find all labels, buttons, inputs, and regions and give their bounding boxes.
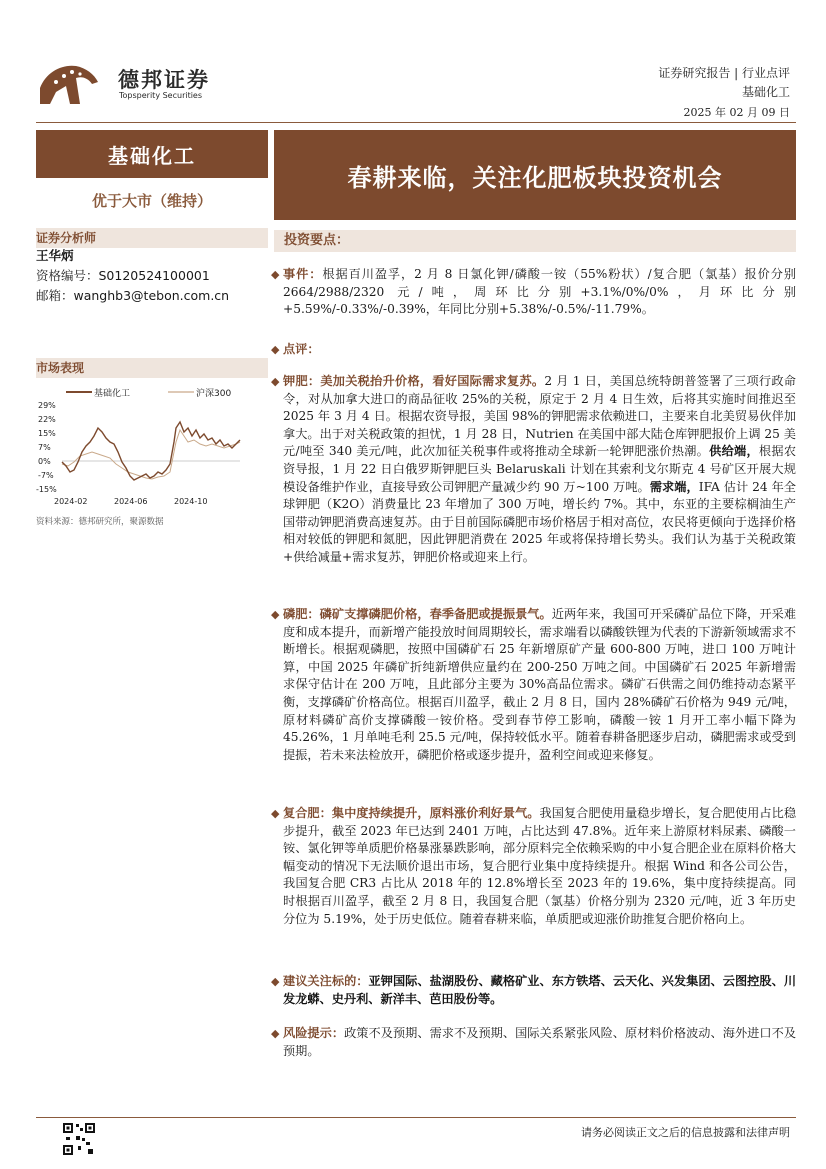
x-tick-label: 2024-10 [174,497,208,506]
risk-paragraph [271,1025,797,1060]
bullet-icon: ◆ [271,343,280,356]
bullet-icon: ◆ [271,975,280,988]
bullet-icon: ◆ [271,608,280,621]
chart-source: 资料来源：德邦研究所，聚源数据 [36,517,164,527]
event-paragraph [271,266,797,319]
y-tick-label: 7% [38,443,51,452]
risk-label: 风险提示： [283,1026,345,1040]
y-tick-label: 15% [38,429,56,438]
y-tick-label: 29% [38,401,56,410]
potash-paragraph [271,373,797,567]
phosphate-text: 近两年来，我国可开采磷矿品位下降，开采难度和成本提升，而新增产能投放时间周期较长，需求端看以磷酸铁锂为代表的下游新领域需求不断增长。根据观磷肥，按照中国磷矿石 25 年新增原矿产量 600-800 万吨，进口 100 万吨计算，中国 2025 年磷矿折纯新增供应量约在 200-250 万吨之间。中国磷矿石 2025 年新增需求保守估计在 200 万吨，且此部分主要为 30%高品位需求。磷矿石供需之间仍维持动态紧平衡，支撑磷矿价格高位。根据百川盈孚，截止 2 月 8 日，国内 28%磷矿石价格为 949 元/吨，原材料磷矿高价支撑磷酸一铵价格。受到春节停工影响，磷酸一铵 1 月开工率小幅下降为 45.26%，1 月单吨毛利 25.5 元/吨，保持较低水平。随着春耕备肥逐步启动，磷肥需求或受到提振，若未来法检放开，磷肥价格或逐步提升，盈利空间或迎来修复。 [283,607,797,762]
supply-label: 供给端， [709,444,759,459]
header-divider [36,122,796,123]
market-heading [36,358,268,378]
logo-text-cn: 德邦证券 [118,68,210,92]
phosphate-label: 磷肥：磷矿支撑磷肥价格，春季备肥或提振景气。 [283,607,552,621]
series-hs300-line [62,430,240,479]
bullet-icon: ◆ [271,375,280,388]
category-box: 基础化工 [36,130,268,178]
compound-paragraph [271,805,797,928]
x-tick-label: 2024-06 [114,497,148,506]
comment-label: 点评： [283,342,320,356]
report-title: 春耕来临，关注化肥板块投资机会 [274,130,796,220]
bullet-icon: ◆ [271,268,280,281]
event-text: 根据百川盈孚，2 月 8 日氯化钾/磷酸一铵（55%粉状）/复合肥（氯基）报价分别 2664/2988/2320 元/吨，周环比分别+3.1%/0%/0%，月环比分别+5.59%/-0.33%/-0.39%，年同比分别+5.38%/-0.5%/-11.79%。 [283,267,797,317]
report-type: 证券研究报告 | 行业点评 [658,66,790,80]
potash-text-3: IFA 估计 24 年全球钾肥（K2O）消费量比 23 年增加了 300 万吨，增长约 7%。其中，东亚的主要棕榈油生产国带动钾肥消费高速复苏。由于目前国际磷肥市场价格居于相对高位，农民将更倾向于选择价格相对较低的钾肥和氮肥，因此钾肥消费在 2025 年或将保持增长势头。我们认为基于关税政策+供给减量+需求复苏，钾肥价格或迎来上行。 [283,479,796,564]
phosphate-paragraph [271,606,797,764]
analyst-license: 资格编号：S0120524100001 [36,268,210,283]
comment-heading [271,341,796,359]
analyst-heading [36,228,268,248]
market-chart [36,382,268,508]
recommend-text: 亚钾国际、盐湖股份、藏格矿业、东方铁塔、云天化、兴发集团、云图控股、川发龙蟒、史丹利、新洋丰、芭田股份等。 [283,974,797,1006]
analyst-heading-text: 证券分析师 [36,231,97,245]
analyst-email[interactable]: 邮箱：wanghb3@tebon.com.cn [36,288,230,303]
compound-text: 我国复合肥使用量稳步增长，复合肥使用占比稳步提升，截至 2023 年已达到 2401 万吨，占比达到 47.8%。近年来上游原材料尿素、磷酸一铵、氯化钾等单质肥价格暴涨暴跌影响，部分原料完全依赖采购的中小复合肥企业在原料价格大幅变动的情况下无法顺价退出市场，复合肥行业集中度持续提升。根据 Wind 和各公司公告，我国复合肥 CR3 占比从 2018 年的 12.8%增长至 2023 年的 19.6%，集中度持续提高。同时根据百川盈孚，截至 2 月 8 日，我国复合肥（氯基）价格分别为 2320 元/吨，近 3 年历史分位为 5.19%，处于历史低位。随着春耕来临，单质肥或迎涨价助推复合肥价格向上。 [283,806,797,926]
bullet-icon: ◆ [271,807,280,820]
risk-text: 政策不及预期、需求不及预期、国际关系紧张风险、原材料价格波动、海外进口不及预期。 [283,1026,797,1058]
report-date: 2025 年 02 月 09 日 [683,106,790,119]
y-tick-label: 0% [38,457,51,466]
potash-text-1: 2 月 1 日，美国总统特朗普签署了三项行政命令，对从加拿大进口的商品征收 25%的关税，原定于 2 月 4 日生效，后将其实施时间推迟至 2025 年 3 月 4 日。根据农资导报，美国 98%的钾肥需求依赖进口，主要来自北美贸易伙伴加拿大。出于对关税政策的担忧，1 月 28 日，Nutrien 在美国中部大陆仓库钾肥报价上调 25 美元/吨至 340 美元/吨，此次加征关税事件或将推动全球新一轮钾肥涨价热潮。 [283,374,796,459]
logo-text-en: Topsperity Securities [119,91,203,100]
sector-label: 基础化工 [741,85,790,99]
qr-code-icon [62,1122,96,1156]
recommend-label: 建议关注标的： [283,974,369,988]
analyst-name: 王华炳 [36,248,74,263]
y-tick-label: -7% [38,471,54,480]
y-tick-label: -15% [36,485,57,494]
rating: 优于大市（维持） [91,192,212,210]
potash-text-2: 根据农资导报，1 月 22 日白俄罗斯钾肥巨头 Belaruskali 计划在其索利戈尔斯克 4 号矿区开展大规模设备维护作业，直接导致公司钾肥产量减少约 90 万~100 万吨。 [283,444,797,494]
legend-label-series-1: 基础化工 [94,389,131,399]
event-label: 事件： [283,267,323,281]
compound-label: 复合肥：集中度持续提升，原料涨价利好景气。 [283,806,540,820]
market-heading-text: 市场表现 [36,361,85,375]
potash-label: 钾肥：美加关税抬升价格，看好国际需求复苏。 [283,374,545,388]
footer-divider [36,1117,796,1118]
bullet-icon: ◆ [271,1027,280,1040]
y-tick-label: 22% [38,415,56,424]
legend-label-series-2: 沪深300 [196,389,232,399]
series-chem-line [62,422,240,480]
recommend-paragraph [271,973,797,1008]
demand-label: 需求端， [649,479,699,494]
x-tick-label: 2024-02 [54,497,88,506]
footer-disclaimer: 请务必阅读正文之后的信息披露和法律声明 [581,1126,790,1139]
logo-leopard-icon [36,58,100,106]
key-points-heading: 投资要点： [274,230,796,252]
